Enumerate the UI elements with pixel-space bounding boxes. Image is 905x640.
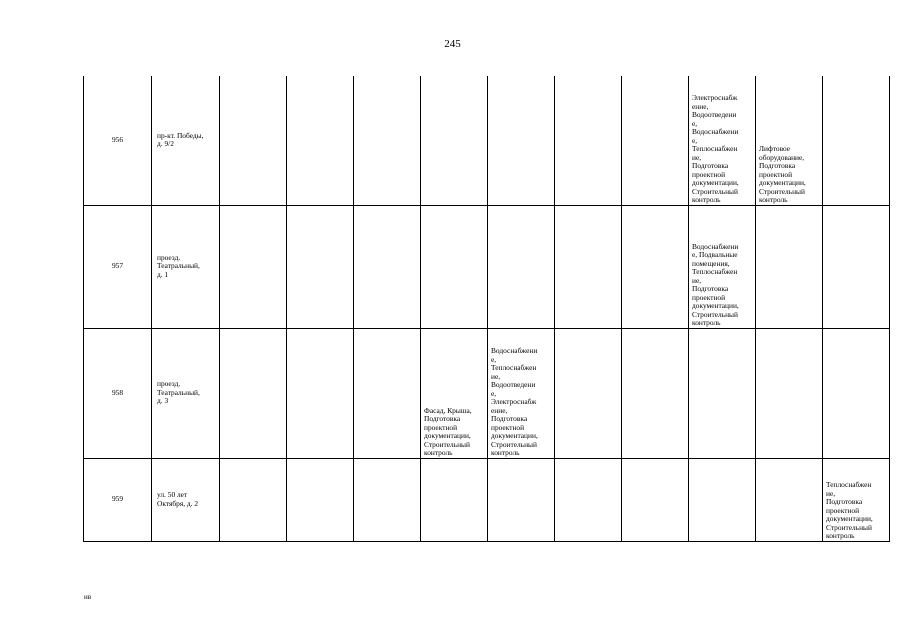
work-type-cell <box>689 328 756 458</box>
empty-cell <box>287 458 354 541</box>
work-type-cell <box>488 76 555 205</box>
row-number <box>84 205 152 328</box>
page-number: 245 <box>444 38 461 50</box>
empty-cell <box>354 205 421 328</box>
cell-text: 957 <box>111 261 124 271</box>
cell-text: пр-кт. Победы, д. 9/2 <box>157 130 204 149</box>
cell-text: Фасад, Крыша, Подготовка проектной документации, Строительный контроль <box>424 405 472 457</box>
cell-text: Лифтовое оборудование, Подготовка проектной документации, Строительный контроль <box>759 144 806 204</box>
cell-text: 959 <box>111 494 124 504</box>
work-type-cell <box>823 205 890 328</box>
work-type-cell <box>689 458 756 541</box>
empty-cell <box>622 328 689 458</box>
row-number <box>84 76 152 205</box>
empty-cell <box>622 458 689 541</box>
empty-cell <box>220 76 287 205</box>
empty-cell <box>220 458 287 541</box>
empty-cell <box>555 328 622 458</box>
work-type-cell <box>756 458 823 541</box>
work-type-cell <box>823 76 890 205</box>
work-type-cell <box>488 205 555 328</box>
address-cell <box>152 328 220 458</box>
cell-text: Водоснабжени е, Теплоснабжен ие, Водоотведени е, Электроснабж ение, Подготовка проектной документации, Строительный контроль <box>491 346 538 457</box>
work-type-cell <box>689 76 756 205</box>
table-row <box>84 205 890 328</box>
empty-cell <box>622 205 689 328</box>
cell-text: проезд. Театральный, д. 1 <box>157 252 200 279</box>
address-cell <box>152 76 220 205</box>
empty-cell <box>220 328 287 458</box>
cell-text: 956 <box>111 135 124 144</box>
work-type-cell <box>421 76 488 205</box>
work-type-cell <box>421 328 488 458</box>
cell-text: 958 <box>111 387 124 397</box>
empty-cell <box>287 328 354 458</box>
table-row <box>84 458 890 541</box>
work-type-cell <box>421 458 488 541</box>
empty-cell <box>622 76 689 205</box>
empty-cell <box>354 458 421 541</box>
empty-cell <box>287 76 354 205</box>
empty-cell <box>555 205 622 328</box>
footer-mark: нв <box>84 593 92 601</box>
work-type-cell <box>689 205 756 328</box>
repair-schedule-table <box>83 76 890 542</box>
cell-text: проезд. Театральный, д. 3 <box>157 379 200 406</box>
empty-cell <box>555 76 622 205</box>
empty-cell <box>287 205 354 328</box>
address-cell <box>152 458 220 541</box>
table-row <box>84 328 890 458</box>
work-type-cell <box>756 76 823 205</box>
work-type-cell <box>488 328 555 458</box>
work-type-cell <box>756 205 823 328</box>
work-type-cell <box>823 328 890 458</box>
row-number <box>84 328 152 458</box>
empty-cell <box>354 328 421 458</box>
cell-text: Теплоснабжен ие, Подготовка проектной документации, Строительный контроль <box>826 480 873 540</box>
table-row <box>84 76 890 205</box>
work-type-cell <box>488 458 555 541</box>
work-type-cell <box>756 328 823 458</box>
empty-cell <box>354 76 421 205</box>
cell-text: Электроснабж ение, Водоотведени е, Водоснабжени е, Теплоснабжен ие, Подготовка проектной документации, Строительный контроль <box>692 93 739 204</box>
cell-text: Водоснабжени е, Подвальные помещения, Теплоснабжен ие, Подготовка проектной документации, Строительный контроль <box>692 241 739 327</box>
empty-cell <box>220 205 287 328</box>
empty-cell <box>555 458 622 541</box>
cell-text: ул. 50 лет Октября, д. 2 <box>157 490 199 508</box>
row-number <box>84 458 152 541</box>
work-type-cell <box>823 458 890 541</box>
address-cell <box>152 205 220 328</box>
work-type-cell <box>421 205 488 328</box>
